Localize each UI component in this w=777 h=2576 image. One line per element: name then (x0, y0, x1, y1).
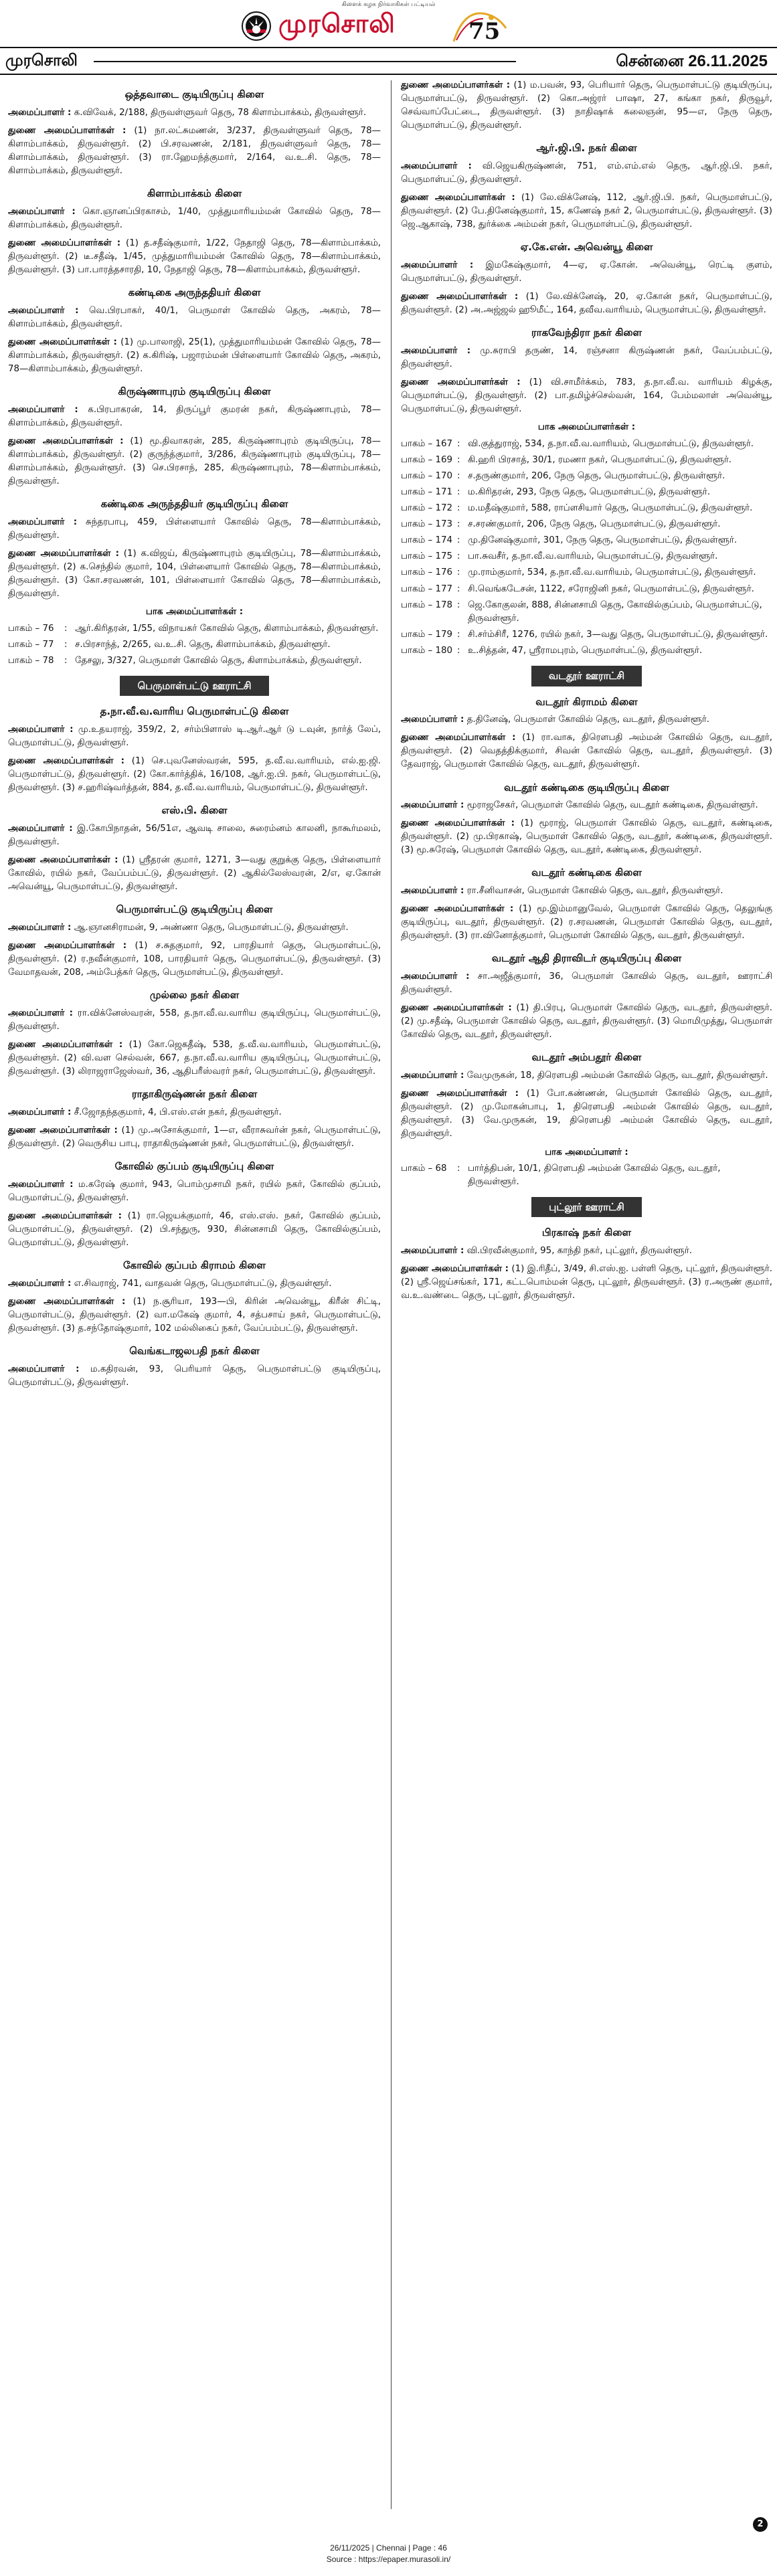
role-label: துணை அமைப்பாளர்கள் : (401, 193, 515, 203)
organiser-entry (8, 1106, 381, 1119)
booth-organiser: கி.ஹரி பிரசாத், 30/1, ரமணா நகர், பெருமாள்பட்டு, திருவள்ளூர். (468, 454, 732, 465)
branch-heading: ஏ.கே.என். அவென்யூ கிளை (520, 241, 653, 254)
role-label: துணை அமைப்பாளர்கள் : (401, 904, 514, 915)
booth-number: பாகம் – 170 (401, 470, 453, 481)
booth-colon: : (457, 470, 460, 481)
booth-organiser: சி.வெங்கடேசன், 1122, சரோஜினி நகர், பெருமாள்பட்டு, திருவள்ளூர். (468, 583, 754, 594)
organiser-entry (8, 1210, 381, 1250)
role-label: துணை அமைப்பாளர்கள் : (401, 1263, 509, 1274)
organiser-details: கொ.ஞானப்பிரகாசம், 1/40, முத்துமாரியம்மன் கோவில் தெரு, 78—கிளாம்பாக்கம், திருவள்ளூர். (8, 206, 381, 230)
role-label: அமைப்பாளர் : (401, 1070, 464, 1081)
booth-organisers-heading: பாக அமைப்பாளர்கள் : (537, 422, 636, 433)
organiser-details: ம.கதிரவன், 93, பெரியார் தெரு, பெருமாள்பட்டு குடியிருப்பு, பெருமாள்பட்டு, திருவள்ளூர். (8, 1364, 381, 1388)
organiser-details: (1) ரா.வாசு, திரௌபதி அம்மன் கோவில் தெரு, வடதூர், திருவள்ளூர். (2) வெதத்திக்குமார், சிவன் கோவில் தெரு, வடதூர், திருவள்ளூர். (3) தேவராஜ், பெருமாள் கோவில் தெரு, வடதூர், திருவள்ளூர். (401, 733, 772, 770)
organiser-details: க.விவேக், 2/188, திருவள்ளுவர் தெரு, 78 கிளாம்பாக்கம், திருவள்ளூர். (74, 107, 367, 118)
organiser-details: க.பிரபாகரன், 14, திருப்பூர் குமரன் நகர், கிருஷ்ணாபுரம், 78—கிளாம்பாக்கம், திருவள்ளூர். (8, 404, 381, 428)
booth-organiser: தேசலு, 3/327, பெருமாள் கோவில் தெரு, கிளாம்பாக்கம், திருவள்ளூர். (75, 655, 362, 666)
booth-number: பாகம் – 179 (401, 629, 453, 640)
booth-colon: : (457, 646, 460, 656)
booth-number: பாகம் – 177 (401, 583, 453, 594)
organiser-details: (1) மூ.திவாகரன், 285, கிருஷ்ணாபுரம் குடியிருப்பு, 78—கிளாம்பாக்கம், திருவள்ளூர். (2) குருந்த்குமார், 3/286, கிருஷ்ணாபுரம் குடியிருப்பு, 78—கிளாம்பாக்கம், திருவள்ளூர். (3) செ.பிரசாந், 285, கிருஷ்ணாபுரம், 78—கிளாம்பாக்கம், திருவள்ளூர். (8, 436, 381, 487)
branch-heading: முல்லை நகர் கிளை (149, 989, 240, 1002)
role-label: அமைப்பாளர் : (8, 724, 74, 735)
role-label: அமைப்பாளர் : (401, 885, 464, 896)
booth-number: பாகம் – 180 (401, 646, 453, 656)
organiser-details: மு.உதயராஜ், 359/2, 2, சர்ம்பிளாஸ் டி.ஆர்.ஆர் டு டவுன், நார்த் லேப், பெருமாள்பட்டு, திருவள்ளூர். (8, 724, 381, 748)
role-label: துணை அமைப்பாளர்கள் : (401, 377, 521, 388)
role-label: அமைப்பாளர் : (8, 1179, 74, 1190)
role-label: அமைப்பாளர் : (401, 345, 471, 356)
organiser-details: (1) ஸ்ரீதரன் குமார், 1271, 3—வது குறுக்கு தெரு, பிள்ளையார் கோவில், ரயில் நகர், வேப்பம்பட்டு, திருவள்ளூர். (2) ஆகில்லேஸ்வரன், 2/எ, ஏ.கோன் அவென்யூ, பெருமாள்பட்டு, திருவள்ளூர். (8, 855, 381, 893)
rising-sun-seal-icon (241, 11, 272, 41)
booth-number: பாகம் – 174 (401, 535, 453, 546)
branch-heading: வடதூர் ஆதி திராவிடர் குடியிருப்பு கிளை (491, 952, 682, 965)
panchayat-banner-label: புட்லூர் ஊராட்சி (531, 1197, 642, 1218)
organiser-entry (401, 1002, 772, 1042)
organiser-details: சுந்தரபாபு, 459, பிள்ளையார் கோவில் தெரு, 78—கிளாம்பாக்கம், திருவள்ளூர். (8, 517, 381, 541)
organiser-entry (401, 817, 772, 857)
branch-heading: கோவில் குப்பம் கிராமம் கிளை (123, 1259, 266, 1272)
organiser-details: (1) ரா.ஜெயக்குமார், 46, எஸ்.எஸ். நகர், கோவில் குப்பம், பெருமாள்பட்டு, திருவள்ளூர். (2) பி.சந்துரு, 930, சின்னசாமி தெரு, கோவில்குப்பம், பெருமாள்பட்டு, திருவள்ளூர். (8, 1211, 381, 1249)
organiser-entry (8, 205, 381, 232)
organiser-details: (1) செ.புவனேஸ்வரன், 595, த.வீ.வ.வாரியம், எல்.ஐ.ஜி. பெருமாள்பட்டு, திருவள்ளூர். (2) கோ.கார்த்திக், 16/108, ஆர்.ஐ.பி. நகர், பெருமாள்பட்டு, திருவள்ளூர். (3) ச.ஹரிஷ்வர்த்தன், 884, த.வீ.வ.வாரியம், பெருமாள்பட்டு, திருவள்ளூர். (8, 756, 381, 794)
organiser-entry (8, 237, 381, 277)
role-label: துணை அமைப்பாளர்கள் : (8, 238, 121, 248)
booth-row (401, 566, 772, 579)
role-label: துணை அமைப்பாளர்கள் : (8, 337, 117, 347)
booth-row (401, 550, 772, 563)
organiser-details: ம.கரேஷ் குமார், 943, பொம்முசாமி நகர், ரயில் நகர், கோவில் குப்பம், பெருமாள்பட்டு, திருவள்ளூர். (8, 1179, 381, 1203)
booth-row (401, 534, 772, 547)
branch-heading: கிருஷ்ணாபுரம் குடியிருப்பு கிளை (118, 385, 271, 398)
booth-colon: : (457, 600, 460, 610)
organiser-entry (401, 885, 772, 898)
booth-colon: : (457, 551, 460, 562)
role-label: துணை அமைப்பாளர்கள் : (8, 1125, 118, 1136)
booth-number: பாகம் – 173 (401, 519, 453, 530)
role-label: அமைப்பாளர் : (8, 1364, 80, 1374)
branch-heading: ராதாகிருஷ்ணன் நகர் கிளை (131, 1088, 258, 1101)
branch-heading: கிளாம்பாக்கம் கிளை (147, 187, 242, 200)
booth-organiser: மு.ராம்குமார், 534, த.நா.வீ.வ.வாரியம், பெருமாள்பட்டு, திருவள்ளூர். (468, 567, 756, 578)
organiser-details: (1) மு.பாலாஜி, 25(1), முத்துமாரியம்மன் கோவில் தெரு, 78—கிளாம்பாக்கம், திருவள்ளூர். (2) க.கிரிஷ், பஜாரம்மன் பிள்ளையார் கோவில் தெரு, அகரம், 78—கிளாம்பாக்கம், திருவள்ளூர். (8, 337, 381, 375)
branch-heading: ஒத்தவாடை குடியிருப்பு கிளை (124, 88, 264, 100)
organiser-details: த.தினேஷ், பெருமாள் கோவில் தெரு, வடதூர், திருவள்ளூர். (466, 715, 710, 725)
organiser-entry (401, 345, 772, 371)
organiser-entry (401, 290, 772, 317)
branch-heading: வடதூர் அம்பதூர் கிளை (531, 1051, 642, 1064)
branch-heading: த.நா.வீ.வ.வாரிய பெருமாள்பட்டு கிளை (100, 705, 289, 718)
booth-colon: : (457, 486, 460, 497)
booth-row (401, 628, 772, 642)
page-marker-badge: 2 (753, 2517, 768, 2532)
organiser-entry (401, 731, 772, 771)
role-label: அமைப்பாளர் : (8, 305, 79, 316)
panchayat-banner (8, 676, 381, 697)
organiser-details: (1) மு.அசோக்குமார், 1—எ, வீராசுவர்ன் நகர், பெருமாள்பட்டு, திருவள்ளூர். (2) வெருசிய பாபு, ராதாகிருஷ்ணன் நகர், பெருமாள்பட்டு, திருவள்ளூர். (8, 1125, 381, 1149)
organiser-details: (1) ச.சுதகுமார், 92, பாரதியார் தெரு, பெருமாள்பட்டு, திருவள்ளூர். (2) ர.நவீன்குமார், 108, பாரதியார் தெரு, பெருமாள்பட்டு, திருவள்ளூர். (3) வேமாதவன், 208, அம்பேத்கர் தெரு, பெருமாள்பட்டு, திருவள்ளூர். (8, 941, 381, 978)
role-label: அமைப்பாளர் : (401, 971, 470, 982)
paper-name: முரசொலி (5, 52, 78, 70)
city-date: சென்னை 26.11.2025 (616, 52, 768, 70)
organiser-entry (401, 1087, 772, 1141)
footer-date-page: 26/11/2025 | Chennai | Page : 46 (330, 2543, 447, 2553)
masthead (0, 0, 777, 44)
organiser-details: ரா.சீனிவாசன், பெருமாள் கோவில் தெரு, வடதூர், திருவள்ளூர். (466, 885, 723, 896)
booth-colon: : (457, 438, 460, 449)
role-label: துணை அமைப்பாளர்கள் : (401, 1089, 519, 1099)
panchayat-banner (401, 1197, 772, 1218)
role-label: அமைப்பாளர் : (401, 800, 464, 811)
booth-colon: : (457, 535, 460, 546)
role-label: துணை அமைப்பாளர்கள் : (401, 80, 511, 90)
booth-colon: : (457, 1163, 460, 1174)
booth-organiser: பா.சுவசீர், த.நா.வீ.வ.வாரியம், பெருமாள்பட்டு, திருவள்ளூர். (468, 551, 718, 562)
organiser-details: ரா.விக்னேஸ்வரன், 558, த.நா.வீ.வ.வாரிய குடியிருப்பு, பெருமாள்பட்டு, திருவள்ளூர். (8, 1008, 381, 1032)
booth-number: பாகம் – 172 (401, 503, 453, 514)
booth-row (401, 470, 772, 483)
organiser-details: (1) மூராஜ், பெருமாள் கோவில் தெரு, வடதூர், கண்டிகை, திருவள்ளூர். (2) மு.பிரகாஷ், பெருமாள் கோவில் தெரு, வடதூர், கண்டிகை, திருவள்ளூர். (3) மூ.சுரேஷ், பெருமாள் கோவில் தெரு, வடதூர், கண்டிகை, திருவள்ளூர். (401, 818, 772, 856)
booth-number: பாகம் – 68 (401, 1163, 447, 1174)
branch-heading: வடதூர் கண்டிகை குடியிருப்பு கிளை (504, 781, 669, 794)
organiser-details: சீ.ஜோதந்தகுமார், 4, பி.எஸ்.என் நகர், திருவள்ளூர். (74, 1107, 282, 1117)
organiser-entry (8, 921, 381, 935)
booth-number: பாகம் – 169 (401, 454, 453, 465)
role-label: துணை அமைப்பாளர்கள் : (8, 549, 119, 559)
anniversary-75-emblem-icon (450, 8, 510, 44)
role-label: அமைப்பாளர் : (8, 206, 76, 217)
branch-heading: வடதூர் கிராமம் கிளை (535, 695, 638, 708)
booth-organiser: ம.மதீஷ்குமார், 588, ராப்ளசியார் தெரு, பெருமாள்பட்டு, திருவள்ளூர். (468, 503, 753, 514)
role-label: அமைப்பாளர் : (8, 404, 78, 415)
booth-organiser: பார்த்திபன், 10/1, திரௌபதி அம்மன் கோவில் தெரு, வடதூர், திருவள்ளூர். (468, 1163, 721, 1187)
organiser-entry (8, 1124, 381, 1151)
organiser-details: (1) போ.கண்ணன், பெருமாள் கோவில் தெரு, வடதூர், திருவள்ளூர். (2) மு.மோகன்பாபு, 1, திரௌபதி அம்மன் கோவில் தெரு, வடதூர், திருவள்ளூர். (3) வே.முருகன், 19, திரௌபதி அம்மன் கோவில் தெரு, வடதூர், திருவள்ளூர். (401, 1089, 772, 1139)
booth-row (401, 486, 772, 499)
booth-organiser: வி.குத்துராஜ், 534, த.நா.வீ.வ.வாரியம், பெருமாள்பட்டு, திருவள்ளூர். (468, 438, 754, 449)
role-label: அமைப்பாளர் : (8, 1107, 72, 1117)
organiser-entry (8, 1178, 381, 1205)
organiser-entry (8, 435, 381, 488)
organiser-entry (8, 304, 381, 331)
title-rule (94, 61, 516, 62)
role-label: அமைப்பாளர் : (8, 1008, 73, 1018)
booth-number: பாகம் – 78 (8, 655, 54, 666)
booth-organiser: ம.கிரிதரன், 293, நேரு தெரு, பெருமாள்பட்டு, திருவள்ளூர். (468, 486, 711, 497)
booth-number: பாகம் – 175 (401, 551, 453, 562)
right-column (396, 79, 772, 2514)
branch-heading: எஸ்.பி. கிளை (161, 804, 228, 817)
booth-colon: : (457, 454, 460, 465)
panchayat-banner-label: பெருமாள்பட்டு ஊராட்சி (120, 676, 268, 697)
booth-organiser: ச.சரண்குமார், 206, நேரு தெரு, பெருமாள்பட்டு, திருவள்ளூர். (468, 519, 721, 530)
role-label: அமைப்பாளர் : (401, 715, 464, 725)
logo-wordmark: முரசொலி (278, 8, 396, 38)
organiser-entry (8, 403, 381, 430)
panchayat-banner (401, 666, 772, 686)
organiser-entry (8, 106, 381, 120)
role-label: அமைப்பாளர் : (8, 922, 72, 933)
booth-number: பாகம் – 176 (401, 567, 453, 578)
organiser-entry (8, 1295, 381, 1336)
booth-organiser: உ.சித்தன், 47, ஸ்ரீராமபுரம், பெருமாள்பட்டு, திருவள்ளூர். (468, 646, 703, 656)
role-label: துணை அமைப்பாளர்கள் : (8, 436, 124, 446)
organiser-entry (8, 1363, 381, 1390)
role-label: அமைப்பாளர் : (8, 107, 72, 118)
organiser-details: (1) த.சதீஷ்குமார், 1/22, நேதாஜி தெரு, 78—கிளாம்பாக்கம், திருவள்ளூர். (2) டீ.சதீஷ், 1/45, முத்துமாரியம்மன் கோவில் தெரு, 78—கிளாம்பாக்கம், திருவள்ளூர். (3) பா.பாரத்தசாரதி, 10, நேதாஜி தெரு, 78—கிளாம்பாக்கம், திருவள்ளூர். (8, 238, 381, 275)
role-label: துணை அமைப்பாளர்கள் : (8, 1211, 122, 1222)
organiser-entry (8, 755, 381, 795)
booth-colon: : (64, 655, 68, 666)
organiser-entry (401, 79, 772, 132)
organiser-entry (8, 854, 381, 894)
panchayat-banner-label: வடதூர் ஊராட்சி (531, 666, 642, 686)
booth-number: பாகம் – 77 (8, 639, 54, 650)
branch-heading: கண்டிகை அருந்ததியர் கிளை (128, 286, 261, 299)
booth-colon: : (457, 629, 460, 640)
left-column (8, 79, 387, 2514)
role-label: துணை அமைப்பாளர்கள் : (8, 855, 118, 866)
organiser-entry (401, 903, 772, 943)
organiser-details: (1) லே.விக்னேஷ், 20, ஏ.கோன் நகர், பெருமாள்பட்டு, திருவள்ளூர். (2) அ.அஜ்ஜல் ஹூமீட், 164, தவீவ.வாரியம், பெருமாள்பட்டு, திருவள்ளூர். (401, 292, 772, 316)
branch-heading: வெங்கடாஜலபதி நகர் கிளை (129, 1345, 260, 1358)
role-label: துணை அமைப்பாளர்கள் : (8, 756, 124, 767)
organiser-entry (8, 1038, 381, 1079)
organiser-details: மூராஜசேகர், பெருமாள் கோவில் தெரு, வடதூர் கண்டிகை, திருவள்ளூர். (466, 800, 758, 811)
organiser-details: (1) ம.பவன், 93, பெரியார் தெரு, பெருமாள்பட்டு குடியிருப்பு, பெருமாள்பட்டு, திருவள்ளூர். (2) கொ.அஜ்ரர் பாஷா, 27, கங்கா நகர், திருவூர், செவ்வாப்பேட்டை, திருவள்ளூர். (3) நாதிஷாக் கலைஞன், 95—எ, நேரு தெரு, பெருமாள்பட்டு, திருவள்ளூர். (401, 80, 772, 131)
organiser-details: ஆ.ஞானசிராமன், 9, அண்ணா தெரு, பெருமாள்பட்டு, திருவள்ளூர். (74, 922, 349, 933)
role-label: துணை அமைப்பாளர்கள் : (401, 733, 516, 743)
branch-heading: வடதூர் கண்டிகை கிளை (531, 866, 642, 879)
booth-row (8, 622, 381, 636)
organiser-details: இமகேஷ்குமார், 4—ஏ, ஏ.கோன். அவென்யூ, ரெட்டி குளம், பெருமாள்பட்டு, திருவள்ளூர். (401, 260, 772, 284)
organiser-details: (1) கோ.ஜெகதீஷ், 538, த.வீ.வ.வாரியம், பெருமாள்பட்டு, திருவள்ளூர். (2) வி.வள செல்வன், 667, த.நா.வீ.வ.வாரிய குடியிருப்பு, பெருமாள்பட்டு, திருவள்ளூர். (3) லிராஜராஜேஸ்வர், 36, ஆதிபரீஸ்வரர் நகர், பெருமாள்பட்டு, திருவள்ளூர். (8, 1040, 381, 1077)
organiser-details: வி.ஜெயகிருஷ்ணன், 751, எம்.எம்.எல் தெரு, ஆர்.ஜி.பி. நகர், பெருமாள்பட்டு, திருவள்ளூர். (401, 161, 772, 185)
organiser-entry (401, 799, 772, 812)
organiser-entry (401, 376, 772, 416)
organiser-entry (8, 1277, 381, 1291)
organiser-details: (1) ந.சூரியா, 193—பி, கிரின் அவென்யூ, கிரீன் சிட்டி, பெருமாள்பட்டு, திருவள்ளூர். (2) வா.மகேஷ் குமார், 4, சத்பசாய் நகர், பெருமாள்பட்டு, திருவள்ளூர். (3) த.சந்தோஷ்குமார், 102 மல்லிகைப் நகர், வேப்பம்பட்டு, திருவள்ளூர். (8, 1296, 381, 1334)
footer-source: Source : https://epaper.murasoli.in/ (326, 2555, 451, 2565)
role-label: அமைப்பாளர் : (401, 1245, 464, 1256)
booth-number: பாகம் – 171 (401, 486, 453, 497)
organiser-entry (401, 1245, 772, 1258)
organiser-entry (8, 1007, 381, 1034)
role-label: அமைப்பாளர் : (8, 823, 73, 834)
branch-heading: ராகவேந்திரா நகர் கிளை (531, 327, 642, 339)
booth-organiser: ஜெ.கோகுலன், 888, சின்னசாமி தெரு, கோவில்குப்பம், பெருமாள்பட்டு, திருவள்ளூர். (468, 600, 762, 624)
anniversary-number: 75 (468, 18, 501, 44)
booth-row (8, 654, 381, 668)
organiser-details: மு.சுராபி தருண், 14, ரஞ்சனா கிருஷ்ணன் நகர், வேப்பம்பட்டு, திருவள்ளூர். (401, 345, 772, 370)
organiser-details: வி.பிரவீன்குமார், 95, காந்தி நகர், புட்லூர், திருவள்ளூர். (466, 1245, 693, 1256)
role-label: துணை அமைப்பாளர்கள் : (8, 1296, 126, 1307)
booth-organiser: சி.சர்ம்சிரீ, 1276, ரயில் நகர், 3—வது தெரு, பெருமாள்பட்டு, திருவள்ளூர். (468, 629, 768, 640)
booth-organisers-heading: பாக அமைப்பாளர் : (545, 1147, 628, 1158)
booth-number: பாகம் – 178 (401, 600, 453, 610)
organiser-entry (8, 723, 381, 750)
role-label: அமைப்பாளர் : (8, 1278, 72, 1289)
role-label: துணை அமைப்பாளர்கள் : (401, 818, 515, 829)
booth-colon: : (64, 623, 68, 634)
booth-organiser: ஆர்.கிரிதரன், 1/55, விநாயகர் கோவில் தெரு, கிளாம்பாக்கம், திருவள்ளூர். (75, 623, 379, 634)
organiser-entry (8, 939, 381, 980)
booth-colon: : (457, 519, 460, 530)
booth-colon: : (457, 503, 460, 514)
organiser-details: வெ.பிரபாகர், 40/1, பெருமாள் கோவில் தெரு, அகரம், 78—கிளாம்பாக்கம், திருவள்ளூர். (8, 305, 381, 329)
booth-number: பாகம் – 76 (8, 623, 54, 634)
role-label: துணை அமைப்பாளர்கள் : (8, 1040, 123, 1050)
booth-colon: : (64, 639, 68, 650)
organiser-details: வேமுருகன், 18, திரௌபதி அம்மன் கோவில் தெரு, வடதூர், திருவள்ளூர். (466, 1070, 768, 1081)
booth-row (401, 644, 772, 658)
organiser-entry (401, 713, 772, 727)
page-footer (0, 2543, 777, 2566)
organiser-entry (401, 160, 772, 187)
organiser-details: சா.அஜீத்குமார், 36, பெருமாள் கோவில் தெரு, வடதூர், ஊராட்சி திருவள்ளூர். (401, 971, 772, 996)
branch-heading: கண்டிகை அருந்ததியர் குடியிருப்பு கிளை (100, 498, 288, 511)
column-divider (391, 80, 392, 2509)
organiser-entry (401, 191, 772, 232)
booth-row (401, 502, 772, 515)
booth-organiser: ச.பிரசாந்த், 2/265, வ.உ.சி. தெரு, கிளாம்பாக்கம், திருவள்ளூர். (75, 639, 331, 650)
organiser-details: (1) மூ.இம்மானுவேல், பெருமாள் கோவில் தெரு, தெலுங்கு குடியிருப்பு, வடதூர், திருவள்ளூர். (2) ர.சரவணன், பெருமாள் கோவில் தெரு, வடதூர், திருவள்ளூர். (3) ரா.வினோத்குமார், பெருமாள் கோவில் தெரு, வடதூர், திருவள்ளூர். (401, 904, 772, 941)
booth-number: பாகம் – 167 (401, 438, 453, 449)
edition-title-bar (0, 47, 777, 75)
booth-row (401, 1162, 772, 1189)
booth-row (401, 518, 772, 531)
booth-organiser: ச.தருண்குமார், 206, நேரு தெரு, பெருமாள்பட்டு, திருவள்ளூர். (468, 470, 725, 481)
booth-row (401, 583, 772, 596)
booth-organisers-heading: பாக அமைப்பாளர்கள் : (145, 607, 244, 618)
booth-organiser: மு.தினேஷ்குமார், 301, நேரு தெரு, பெருமாள்பட்டு, திருவள்ளூர். (468, 535, 738, 546)
masthead-tagline: கிளைக் கழக நிர்வாகிகள் பட்டியல் (341, 1, 436, 8)
organiser-entry (8, 547, 381, 601)
booth-row (401, 438, 772, 451)
organiser-entry (8, 124, 381, 178)
organiser-details: (1) வி.சாமீர்க்கம், 783, த.நா.வீ.வ. வாரியம் கிழக்கு, பெருமாள்பட்டு, திருவள்ளூர். (2) பா.தமிழ்ச்செல்வன், 164, பேம்மலாள் அவென்யூ, பெருமாள்பட்டு, திருவள்ளூர். (401, 377, 772, 415)
booth-row (401, 599, 772, 626)
organiser-details: இ.கோபிநாதன், 56/51எ, ஆவடி சாலை, சுரைம்னம் காலனி, நாகூர்மலம், திருவள்ளூர். (8, 823, 381, 848)
branch-heading: கோவில் குப்பம் குடியிருப்பு கிளை (114, 1160, 274, 1173)
organiser-details: (1) நா.லட்சுமணன், 3/237, திருவள்ளுவர் தெரு, 78—கிளாம்பாக்கம், திருவள்ளூர். (2) பி.சரவணன், 2/181, திருவள்ளுவர் தெரு, 78—கிளாம்பாக்கம், திருவள்ளூர். (3) ரா.ஹேமந்த்குமார், 2/164, வ.உ.சி. தெரு, 78—கிளாம்பாக்கம், திருவள்ளூர். (8, 125, 381, 176)
organiser-details: எ.சிவராஜ், 741, வாதவன் தெரு, பெருமாள்பட்டு, திருவள்ளூர். (74, 1278, 332, 1289)
organiser-details: (1) தி.பிரபு, பெருமாள் கோவில் தெரு, வடதூர், திருவள்ளூர். (2) மு.சதீஷ், பெருமாள் கோவில் தெரு, வடதூர், திருவள்ளூர். (3) மொமிமுத்து, பெருமாள் கோவில் தெரு, வடதூர், திருவள்ளூர். (401, 1003, 772, 1040)
branch-heading: பிரகாஷ் நகர் கிளை (541, 1226, 632, 1239)
brand-logo (241, 8, 535, 43)
organiser-entry (401, 1069, 772, 1083)
organiser-details: (1) இ.ரிதீப், 3/49, சி.எஸ்.ஐ. பள்ளி தெரு, புட்லூர், திருவள்ளூர். (2) ஸ்ரீ.ஜெய்சங்கர், 171, கட்டபொம்மன் தெரு, புட்லூர், திருவள்ளூர். (3) ர.அருண் குமார், வ.உ.வண்டை தெரு, புட்லூர், திருவள்ளூர். (401, 1263, 772, 1301)
booth-colon: : (457, 583, 460, 594)
organiser-entry (8, 336, 381, 376)
organiser-entry (8, 822, 381, 849)
role-label: துணை அமைப்பாளர்கள் : (401, 292, 519, 302)
organiser-details: (1) லே.விக்னேஷ், 112, ஆர்.ஜி.பி. நகர், பெருமாள்பட்டு, திருவள்ளூர். (2) பே.தினேஷ்குமார், 15, கணேஷ் நகர் 2, பெருமாள்பட்டு, திருவள்ளூர். (3) ஜெ.ஆகாஷ், 738, துர்க்கை அம்மன் நகர், பெருமாள்பட்டு, திருவள்ளூர். (401, 193, 772, 230)
organiser-entry (401, 1263, 772, 1303)
organiser-entry (8, 516, 381, 543)
booth-row (8, 638, 381, 652)
organiser-entry (401, 259, 772, 286)
branch-heading: பெருமாள்பட்டு குடியிருப்பு கிளை (116, 903, 273, 916)
role-label: அமைப்பாளர் : (401, 260, 474, 270)
role-label: துணை அமைப்பாளர்கள் : (8, 125, 126, 136)
role-label: துணை அமைப்பாளர்கள் : (401, 1003, 512, 1014)
role-label: அமைப்பாளர் : (401, 161, 472, 171)
booth-colon: : (457, 567, 460, 578)
organiser-entry (401, 970, 772, 997)
booth-row (401, 454, 772, 467)
role-label: அமைப்பாளர் : (8, 517, 78, 527)
role-label: துணை அமைப்பாளர்கள் : (8, 941, 127, 951)
organiser-details: (1) க.விஜய், கிருஷ்ணாபுரம் குடியிருப்பு, 78—கிளாம்பாக்கம், திருவள்ளூர். (2) க.செந்தில் குமார், 104, பிள்ளையார் கோவில் தெரு, 78—கிளாம்பாக்கம், திருவள்ளூர். (3) கோ.சரவணன், 101, பிள்ளையார் கோவில் தெரு, 78—கிளாம்பாக்கம், திருவள்ளூர். (8, 549, 381, 600)
branch-heading: ஆர்.ஜி.பி. நகர் கிளை (536, 142, 637, 155)
